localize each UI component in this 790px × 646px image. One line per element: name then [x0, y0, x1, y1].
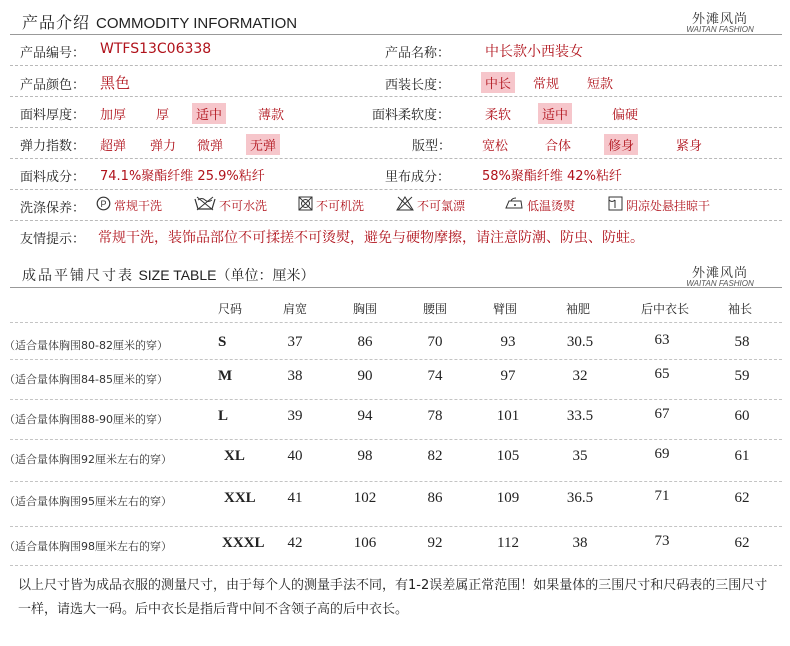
no-hand-wash-icon	[194, 196, 216, 215]
section-title-commodity	[22, 10, 297, 33]
wash-item-no-bleach	[396, 196, 465, 215]
table-cell: 86	[427, 490, 443, 506]
no-machine-wash-icon	[298, 196, 313, 215]
table-cell: 63	[654, 332, 670, 348]
brand-logo-cn: 外滩风尚	[691, 12, 748, 27]
table-cell: 41	[287, 490, 303, 506]
wash-item-low-iron	[504, 196, 575, 215]
no-bleach-icon	[396, 196, 414, 215]
option-length-regular: 常规	[533, 77, 560, 92]
column-header-back-length: 后中衣长	[640, 302, 689, 316]
value-lining: 58%聚酯纤维 42%粘纤	[482, 169, 622, 184]
label-softness: 面料柔软度：	[372, 108, 451, 123]
divider	[10, 481, 782, 482]
value-product-name: 中长款小西装女	[485, 44, 583, 60]
column-header-size: 尺码	[217, 302, 242, 316]
option-thickness-medium: 适中	[192, 103, 226, 124]
column-header-sleeve-width: 袖肥	[565, 302, 590, 316]
hang-dry-icon	[608, 196, 623, 215]
size-fit-description: （适合量体胸围95厘米左右的穿）	[4, 495, 172, 508]
table-cell: 42	[287, 535, 303, 551]
divider	[10, 96, 782, 97]
size-label: XL	[224, 448, 245, 464]
table-cell: 105	[496, 448, 520, 464]
table-cell: 90	[357, 368, 373, 384]
table-cell: 92	[427, 535, 443, 551]
option-fit-regular: 合体	[545, 139, 572, 154]
wash-item-no-machine	[298, 196, 364, 215]
section-title-en: COMMODITY INFORMATION	[96, 15, 298, 32]
size-table-note: 以上尺寸皆为成品衣服的测量尺寸，由于每个人的测量手法不同，有1-2误差属正常范围！如果量体的三围尺寸和尺码表的三围尺寸一样，请选大一码。后中衣长是指后背中间不含领子高的后中衣长。	[18, 578, 768, 617]
size-table-title-cn: 成品平铺尺寸表	[22, 268, 134, 284]
label-product-color: 产品颜色：	[20, 78, 86, 93]
option-elasticity-slight: 微弹	[197, 139, 224, 154]
option-softness-hard: 偏硬	[612, 108, 639, 123]
option-softness-soft: 柔软	[485, 108, 512, 123]
option-thickness-thick: 厚	[156, 108, 170, 123]
option-length-mid: 中长	[481, 72, 515, 93]
wash-item-label: 不可氯漂	[417, 199, 466, 213]
label-elasticity: 弹力指数：	[20, 139, 86, 154]
size-fit-description: （适合量体胸围84-85厘米的穿）	[4, 373, 168, 386]
wash-item-hang-dry	[608, 196, 710, 215]
option-length-short: 短款	[587, 77, 614, 92]
value-product-color: 黑色	[100, 74, 131, 92]
table-cell: 40	[287, 448, 303, 464]
table-cell: 98	[357, 448, 373, 464]
label-suit-length: 西装长度：	[385, 78, 451, 93]
label-product-name: 产品名称：	[385, 46, 451, 61]
divider	[10, 189, 782, 190]
table-cell: 33.5	[566, 408, 594, 424]
size-label: XXL	[224, 490, 256, 506]
table-cell: 70	[427, 334, 443, 350]
option-elasticity-super: 超弹	[100, 139, 127, 154]
divider	[10, 526, 782, 527]
divider	[10, 65, 782, 66]
table-cell: 58	[734, 334, 750, 350]
size-label: M	[218, 368, 233, 384]
wash-item-label: 不可水洗	[219, 199, 268, 213]
brand-logo	[680, 262, 760, 288]
table-cell: 69	[654, 446, 670, 462]
table-cell: 101	[496, 408, 520, 424]
table-cell: 97	[500, 368, 516, 384]
table-cell: 112	[497, 535, 519, 551]
table-cell: 78	[427, 408, 443, 424]
table-cell: 35	[572, 448, 588, 464]
table-cell: 39	[287, 408, 303, 424]
section-title-size-table	[22, 265, 315, 285]
option-fit-loose: 宽松	[482, 139, 509, 154]
iron-icon	[504, 196, 524, 215]
label-thickness: 面料厚度：	[20, 108, 86, 123]
wash-item-label: 常规干洗	[114, 199, 163, 213]
size-table-title-en: SIZE TABLE（单位：厘米）	[138, 267, 315, 283]
size-label: S	[218, 334, 227, 350]
brand-logo-cn: 外滩风尚	[691, 266, 748, 281]
table-cell: 62	[734, 490, 750, 506]
table-cell: 71	[654, 488, 670, 504]
table-cell: 94	[357, 408, 373, 424]
label-fit: 版型：	[412, 139, 452, 154]
table-cell: 102	[353, 490, 377, 506]
option-softness-medium: 适中	[538, 103, 572, 124]
divider	[10, 399, 782, 400]
option-thickness-extra: 加厚	[100, 108, 127, 123]
wash-item-no-wash	[194, 196, 267, 215]
table-cell: 37	[287, 334, 303, 350]
size-label: XXXL	[222, 535, 265, 551]
value-product-code: WTFS13C06338	[100, 41, 212, 57]
option-elasticity-none: 无弹	[246, 134, 280, 155]
size-fit-description: （适合量体胸围92厘米左右的穿）	[4, 453, 172, 466]
divider	[10, 359, 782, 360]
wash-item-dry-clean	[96, 196, 162, 215]
table-cell: 36.5	[566, 490, 594, 506]
table-cell: 67	[654, 406, 670, 422]
wash-item-label: 不可机洗	[316, 199, 365, 213]
divider	[10, 322, 782, 323]
column-header-shoulder: 肩宽	[282, 302, 307, 316]
label-tips: 友情提示：	[20, 232, 86, 247]
value-fabric: 74.1%聚酯纤维 25.9%粘纤	[100, 169, 265, 184]
wash-item-label: 低温烫熨	[527, 199, 576, 213]
divider	[10, 220, 782, 221]
table-cell: 106	[353, 535, 377, 551]
table-cell: 109	[496, 490, 520, 506]
table-cell: 73	[654, 533, 670, 549]
divider	[10, 287, 782, 288]
table-cell: 38	[572, 535, 588, 551]
size-fit-description: （适合量体胸围98厘米左右的穿）	[4, 540, 172, 553]
section-title-cn: 产品介绍	[22, 13, 91, 32]
column-header-sleeve-length: 袖长	[727, 302, 752, 316]
size-fit-description: （适合量体胸围88-90厘米的穿）	[4, 413, 168, 426]
wash-item-label: 阴凉处悬挂晾干	[626, 199, 711, 213]
table-cell: 59	[734, 368, 750, 384]
brand-logo-en: WAITAN FASHION	[686, 279, 754, 288]
label-fabric: 面料成分：	[20, 170, 86, 185]
option-elasticity-elastic: 弹力	[150, 139, 177, 154]
column-header-chest: 胸围	[352, 302, 377, 316]
option-thickness-thin: 薄款	[258, 108, 285, 123]
divider	[10, 565, 782, 566]
table-cell: 60	[734, 408, 750, 424]
column-header-waist: 腰围	[422, 302, 447, 316]
divider	[10, 439, 782, 440]
dry-clean-icon	[96, 196, 111, 215]
table-cell: 30.5	[566, 334, 594, 350]
table-cell: 93	[500, 334, 516, 350]
size-fit-description: （适合量体胸围80-82厘米的穿）	[4, 339, 168, 352]
size-label: L	[218, 408, 229, 424]
table-cell: 61	[734, 448, 750, 464]
option-fit-slim: 修身	[604, 134, 638, 155]
value-tips: 常规干洗，装饰品部位不可揉搓不可烫熨，避免与硬物摩擦，请注意防潮、防虫、防蛀。	[98, 230, 644, 246]
label-product-code: 产品编号：	[20, 46, 86, 61]
table-cell: 86	[357, 334, 373, 350]
option-fit-tight: 紧身	[676, 139, 703, 154]
table-cell: 62	[734, 535, 750, 551]
divider	[10, 34, 782, 35]
table-cell: 38	[287, 368, 303, 384]
table-cell: 65	[654, 366, 670, 382]
column-header-arm: 臂围	[492, 302, 517, 316]
table-cell: 74	[427, 368, 443, 384]
brand-logo-en: WAITAN FASHION	[686, 25, 754, 34]
label-lining: 里布成分：	[385, 170, 451, 185]
table-cell: 32	[572, 368, 588, 384]
table-cell: 82	[427, 448, 443, 464]
svg-text:P: P	[100, 199, 107, 209]
divider	[10, 127, 782, 128]
brand-logo	[680, 8, 760, 34]
divider	[10, 158, 782, 159]
label-wash-care: 洗涤保养：	[20, 201, 86, 216]
